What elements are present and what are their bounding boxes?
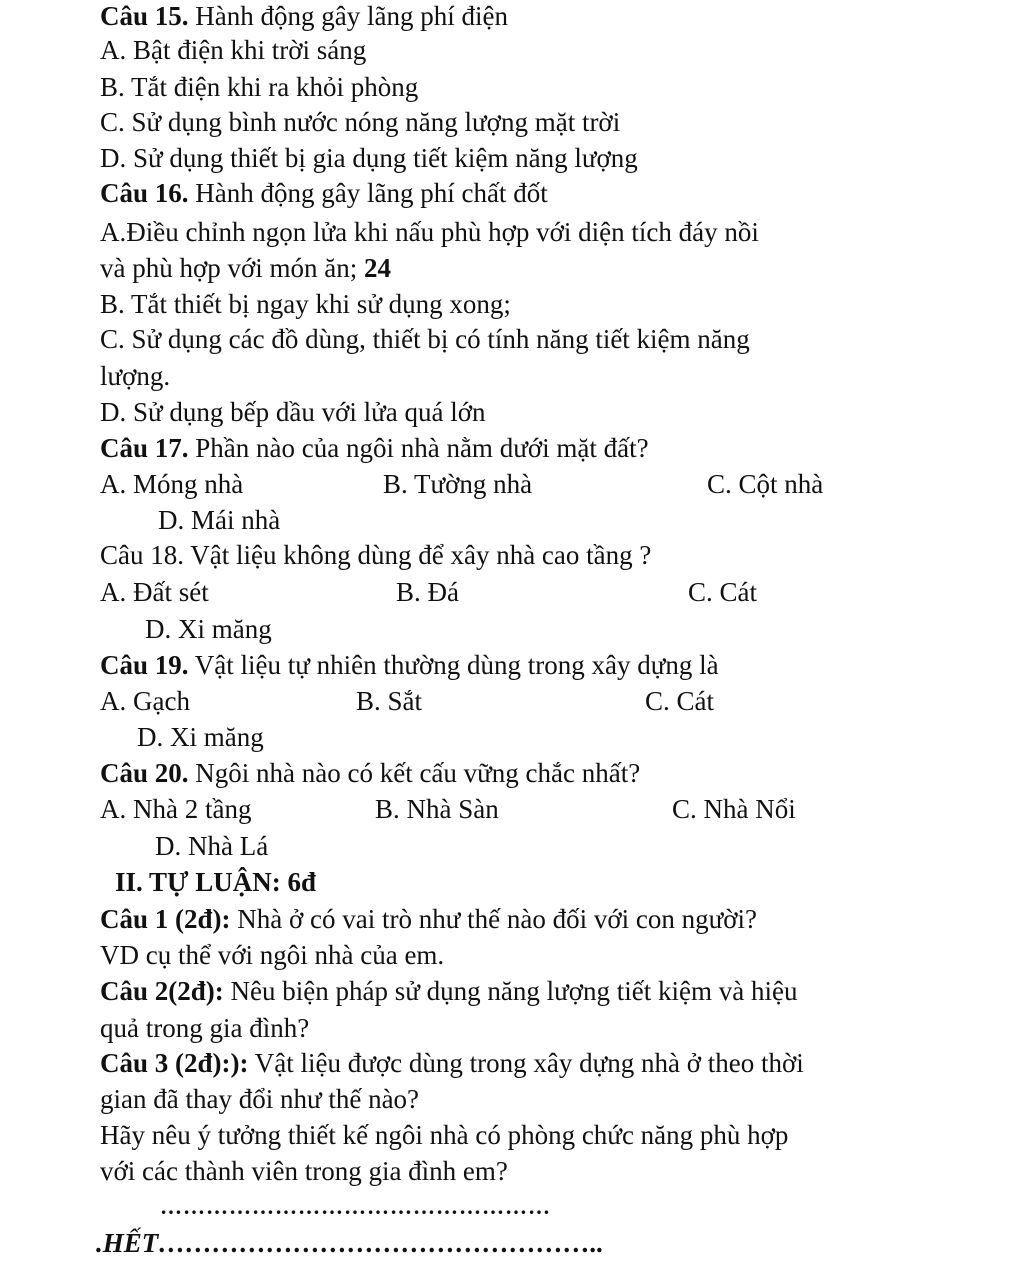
q18-stem: Câu 18. Vật liệu không dùng để xây nhà cao tầng ? xyxy=(100,540,652,570)
q16-label: Câu 16. xyxy=(100,178,189,208)
essay-q1-line1 xyxy=(100,902,757,936)
q16-stem-text: Hành động gây lãng phí chất đốt xyxy=(188,178,548,208)
essay-q3-text: Vật liệu được dùng trong xây dựng nhà ở theo thời xyxy=(248,1048,804,1078)
q16-option-a-bold-number: 24 xyxy=(364,253,392,283)
q15-stem xyxy=(100,0,508,33)
q15-stem-text: Hành động gây lãng phí điện xyxy=(188,1,508,31)
q20-option-c: C. Nhà Nổi xyxy=(672,794,796,824)
q17-label: Câu 17. xyxy=(100,433,189,463)
essay-q3-line4: với các thành viên trong gia đình em? xyxy=(100,1156,508,1186)
q18-option-d: D. Xi măng xyxy=(145,614,272,644)
q17-option-c: C. Cột nhà xyxy=(707,469,824,499)
q15-label: Câu 15. xyxy=(100,1,189,31)
q20-label: Câu 20. xyxy=(100,758,189,788)
essay-q3-line1 xyxy=(100,1046,804,1080)
essay-q3-line3: Hãy nêu ý tưởng thiết kế ngôi nhà có phòng chức năng phù hợp xyxy=(100,1120,789,1150)
q19-option-b: B. Sắt xyxy=(356,686,423,716)
end-marker: .HẾT………………………………………….. xyxy=(96,1228,604,1258)
q19-stem-text: Vật liệu tự nhiên thường dùng trong xây dựng là xyxy=(188,650,719,680)
q18-option-b: B. Đá xyxy=(396,577,459,607)
q20-stem-text: Ngôi nhà nào có kết cấu vững chắc nhất? xyxy=(188,758,641,788)
q19-option-d: D. Xi măng xyxy=(137,722,264,752)
q16-option-a-line2 xyxy=(100,251,391,285)
section-heading: II. TỰ LUẬN: 6đ xyxy=(115,867,317,897)
q19-option-a: A. Gạch xyxy=(100,686,190,716)
q17-stem-text: Phần nào của ngôi nhà nằm dưới mặt đất? xyxy=(188,433,649,463)
q16-option-a-line2-text: và phù hợp với món ăn; xyxy=(100,253,365,283)
q16-option-b: B. Tắt thiết bị ngay khi sử dụng xong; xyxy=(100,289,511,319)
q19-label: Câu 19. xyxy=(100,650,189,680)
dotted-separator: …………………………………………… xyxy=(160,1194,551,1219)
q16-option-a-line1: A.Điều chỉnh ngọn lửa khi nấu phù hợp với diện tích đáy nồi xyxy=(100,217,759,247)
q18-option-a: A. Đất sét xyxy=(100,577,209,607)
essay-q1-line2: VD cụ thể với ngôi nhà của em. xyxy=(100,940,445,970)
q17-option-a: A. Móng nhà xyxy=(100,469,244,499)
q16-option-c-line1: C. Sử dụng các đồ dùng, thiết bị có tính năng tiết kiệm năng xyxy=(100,324,750,354)
q16-option-d: D. Sử dụng bếp dầu với lửa quá lớn xyxy=(100,397,486,427)
q20-option-a: A. Nhà 2 tầng xyxy=(100,794,252,824)
essay-q2-line1 xyxy=(100,974,797,1008)
q15-option-c: C. Sử dụng bình nước nóng năng lượng mặt trời xyxy=(100,107,621,137)
q15-option-a: A. Bật điện khi trời sáng xyxy=(100,35,367,65)
q15-option-b: B. Tắt điện khi ra khỏi phòng xyxy=(100,72,419,102)
q19-option-c: C. Cát xyxy=(645,686,715,716)
q15-option-d: D. Sử dụng thiết bị gia dụng tiết kiệm năng lượng xyxy=(100,143,638,173)
q19-stem xyxy=(100,648,719,682)
q17-option-d: D. Mái nhà xyxy=(158,505,281,535)
essay-q2-line2: quả trong gia đình? xyxy=(100,1013,310,1043)
q16-option-c-line2: lượng. xyxy=(100,361,171,391)
essay-q2-text: Nêu biện pháp sử dụng năng lượng tiết kiệm và hiệu xyxy=(223,976,798,1006)
q20-stem xyxy=(100,756,640,790)
q17-option-b: B. Tường nhà xyxy=(383,469,533,499)
essay-q1-label: Câu 1 (2đ): xyxy=(100,904,231,934)
q17-stem xyxy=(100,431,649,465)
q18-option-c: C. Cát xyxy=(688,577,758,607)
essay-q3-label: Câu 3 (2đ):): xyxy=(100,1048,249,1078)
q20-option-b: B. Nhà Sàn xyxy=(375,794,499,824)
q16-stem xyxy=(100,176,548,210)
essay-q1-text: Nhà ở có vai trò như thế nào đối với con người? xyxy=(230,904,758,934)
q20-option-d: D. Nhà Lá xyxy=(155,831,269,861)
essay-q3-line2: gian đã thay đổi như thế nào? xyxy=(100,1084,420,1114)
essay-q2-label: Câu 2(2đ): xyxy=(100,976,224,1006)
